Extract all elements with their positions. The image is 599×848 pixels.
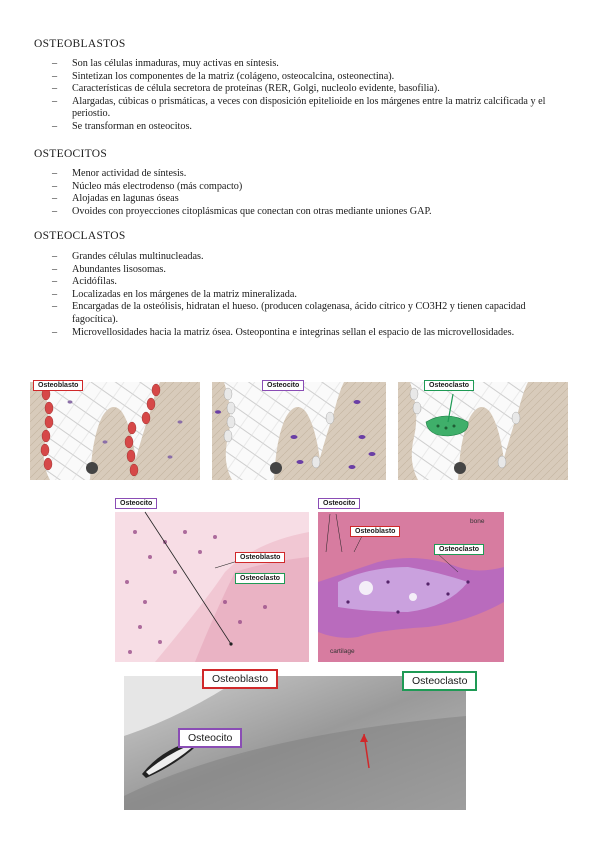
list-item: – Abundantes lisosomas. — [52, 264, 552, 277]
section-title-osteoblastos: OSTEOBLASTOS — [34, 38, 126, 50]
osteocito-label-histo: Osteocito — [115, 498, 157, 509]
list-item: – Sintetizan los componentes de la matriz (colágeno, osteocalcina, osteonectina). — [52, 71, 552, 84]
section-title-osteocitos: OSTEOCITOS — [34, 148, 108, 160]
osteoclasto-label: Osteoclasto — [424, 380, 474, 391]
histology-image-right — [318, 500, 504, 662]
bone-label: bone — [470, 518, 485, 525]
electron-micrograph — [124, 673, 468, 810]
osteocito-label-em: Osteocito — [178, 728, 242, 748]
list-item: – Núcleo más electrodenso (más compacto) — [52, 181, 552, 194]
osteoclasto-label-histo: Osteoclasto — [235, 573, 285, 584]
list-item: – Alojadas en lagunas óseas — [52, 193, 552, 206]
osteocito-label: Osteocito — [262, 380, 304, 391]
osteocito-label-histo-right: Osteocito — [318, 498, 360, 509]
list-item: – Son las células inmaduras, muy activas en síntesis. — [52, 58, 552, 71]
section-title-osteoclastos: OSTEOCLASTOS — [34, 230, 126, 242]
list-item: – Localizadas en los márgenes de la matriz mineralizada. — [52, 289, 552, 302]
osteoblasto-label-em: Osteoblasto — [202, 669, 278, 689]
osteoclasto-label-em: Osteoclasto — [402, 671, 477, 691]
osteoclasto-label-histo-right: Osteoclasto — [434, 544, 484, 555]
osteoblasto-label: Osteoblasto — [33, 380, 83, 391]
list-item: – Grandes células multinucleadas. — [52, 251, 552, 264]
osteoclastos-list — [52, 251, 552, 339]
list-item: – Ovoides con proyecciones citoplásmicas que conectan con otras mediante uniones GAP. — [52, 206, 552, 219]
diagram-osteoclasto — [398, 382, 568, 480]
list-item: – Microvellosidades hacia la matriz ósea. Osteopontina e integrinas sellan el espacio de las microvellosidades. — [52, 327, 552, 340]
list-item: – Se transforman en osteocitos. — [52, 121, 552, 134]
list-item: – Menor actividad de síntesis. — [52, 168, 552, 181]
diagram-osteoblasto — [30, 382, 200, 480]
diagram-osteocito — [212, 382, 386, 480]
list-item: – Acidófilas. — [52, 276, 552, 289]
osteoblasto-label-histo: Osteoblasto — [235, 552, 285, 563]
list-item: – Características de célula secretora de proteínas (RER, Golgi, nucleolo evidente, basofilia). — [52, 83, 552, 96]
osteoblastos-list — [52, 58, 552, 134]
osteoblasto-label-histo-right: Osteoblasto — [350, 526, 400, 537]
list-item: – Encargadas de la osteólisis, hidratan el hueso. (producen colagenasa, ácido cítrico y CO3H2 y tienen capacidad fagocítica). — [52, 301, 552, 326]
cartilage-label: cartilage — [330, 648, 355, 655]
histology-image-left — [115, 500, 309, 662]
osteocitos-list — [52, 168, 552, 218]
list-item: – Alargadas, cúbicas o prismáticas, a veces con disposición epitelioide en los márgenes entre la matriz calcificada y el periostio. — [52, 96, 552, 121]
